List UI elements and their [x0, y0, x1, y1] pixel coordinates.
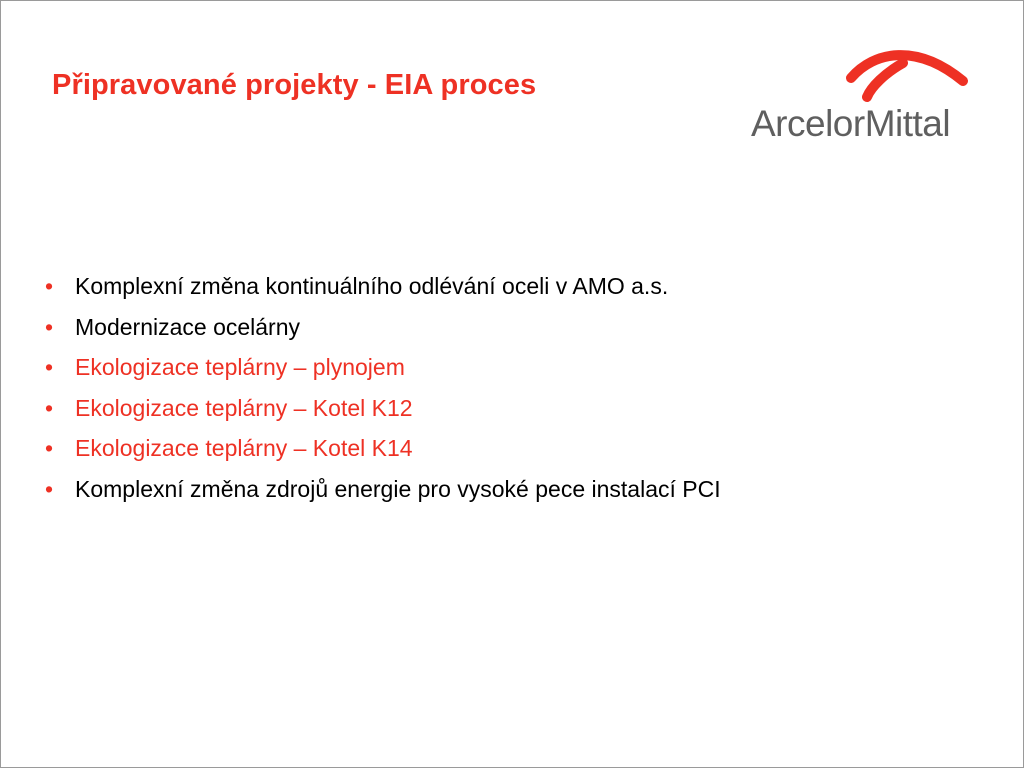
list-item: [45, 266, 721, 307]
bullet-text: Modernizace ocelárny: [75, 313, 301, 340]
bullet-text: Ekologizace teplárny – Kotel K14: [75, 435, 413, 461]
bullet-icon: •: [45, 354, 54, 380]
bullet-text: Komplexní změna kontinuálního odlévání oceli v AMO a.s.: [75, 273, 669, 299]
bullet-text: Ekologizace teplárny – plynojem: [75, 354, 405, 380]
bullet-icon: •: [45, 435, 54, 461]
list-item: [45, 428, 721, 469]
bullet-text: Komplexní změna zdrojů energie pro vysoké pece instalací PCI: [75, 475, 721, 502]
arcelormittal-arc-logo-icon: [749, 45, 975, 105]
bullet-list: [45, 266, 721, 509]
bullet-text: Ekologizace teplárny – Kotel K12: [75, 394, 413, 421]
company-logo: [749, 45, 975, 145]
slide-title: Připravované projekty - EIA proces: [52, 69, 537, 101]
bullet-icon: •: [45, 273, 54, 299]
bullet-icon: •: [45, 313, 54, 340]
bullet-icon: •: [45, 394, 54, 421]
list-item: [45, 469, 721, 510]
list-item: [45, 307, 721, 348]
bullet-icon: •: [45, 475, 54, 502]
list-item: [45, 388, 721, 429]
logo-wordmark: ArcelorMittal: [751, 103, 951, 144]
list-item: [45, 347, 721, 388]
